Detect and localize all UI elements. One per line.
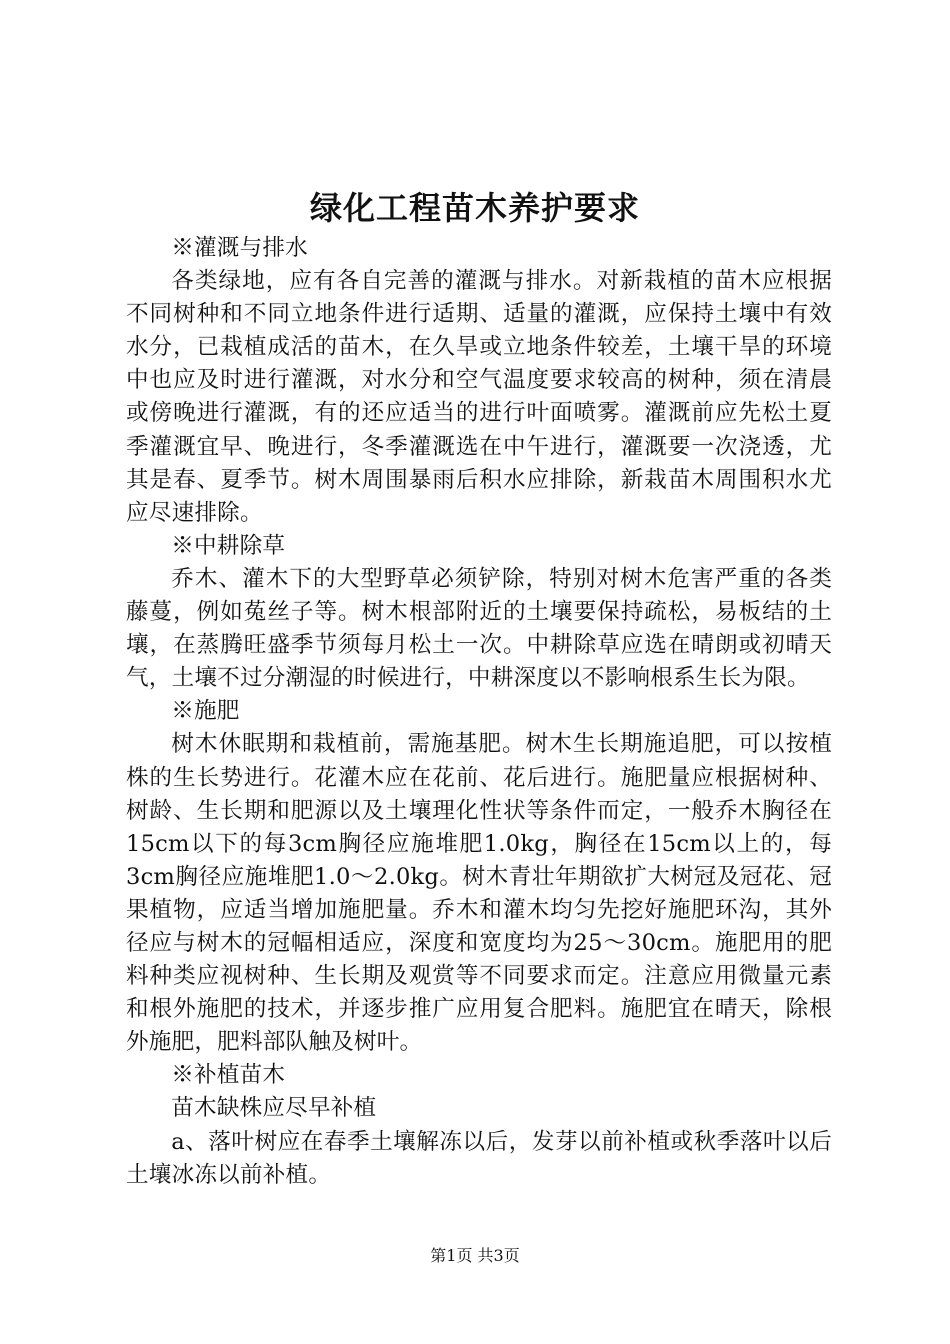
document-body <box>126 232 832 1192</box>
paragraph-fertilizing: 树木休眠期和栽植前，需施基肥。树木生长期施追肥，可以按植株的生长势进行。花灌木应在花前、花后进行。施肥量应根据树种、树龄、生长期和肥源以及土壤理化性状等条件而定，一般乔木胸径在15cm以下的每3cm胸径应施堆肥1.0kg，胸径在15cm以上的，每3cm胸径应施堆肥1.0～2.0kg。树木青壮年期欲扩大树冠及冠花、冠果植物，应适当增加施肥量。乔木和灌木均匀先挖好施肥环沟，其外径应与树木的冠幅相适应，深度和宽度均为25～30cm。施肥用的肥料种类应视树种、生长期及观赏等不同要求而定。注意应用微量元素和根外施肥的技术，并逐步推广应用复合肥料。施肥宜在晴天，除根外施肥，肥料部队触及树叶。 <box>126 731 832 1056</box>
page-footer: 第1页 共3页 <box>430 1246 520 1265</box>
section-heading-replanting: ※补植苗木 <box>171 1062 286 1089</box>
section-heading-fertilizing: ※施肥 <box>171 698 240 725</box>
section-heading-irrigation: ※灌溉与排水 <box>171 235 308 261</box>
paragraph-weeding: 乔木、灌木下的大型野草必须铲除，特别对树木危害严重的各类藤蔓，例如菟丝子等。树木根部附近的土壤要保持疏松，易板结的土壤，在蒸腾旺盛季节须每月松土一次。中耕除草应选在晴朗或初晴天气，土壤不过分潮湿的时候进行，中耕深度以不影响根系生长为限。 <box>126 565 832 692</box>
paragraph-replanting-a: a、落叶树应在春季土壤解冻以后，发芽以前补植或秋季落叶以后土壤冰冻以前补植。 <box>126 1128 832 1188</box>
document-title: 绿化工程苗木养护要求 <box>309 189 640 227</box>
paragraph-replanting-intro: 苗木缺株应尽早补植 <box>171 1095 377 1122</box>
paragraph-irrigation: 各类绿地，应有各自完善的灌溉与排水。对新栽植的苗木应根据不同树种和不同立地条件进行适期、适量的灌溉，应保持土壤中有效水分，已栽植成活的苗木，在久旱或立地条件较差，土壤干旱的环境中也应及时进行灌溉，对水分和空气温度要求较高的树种，须在清晨或傍晚进行灌溉，有的还应适当的进行叶面喷雾。灌溉前应先松土夏季灌溉宜早、晚进行，冬季灌溉选在中午进行，灌溉要一次浇透，尤其是春、夏季节。树木周围暴雨后积水应排除，新栽苗木周围积水尤应尽速排除。 <box>126 268 832 526</box>
section-heading-weeding: ※中耕除草 <box>171 532 286 559</box>
